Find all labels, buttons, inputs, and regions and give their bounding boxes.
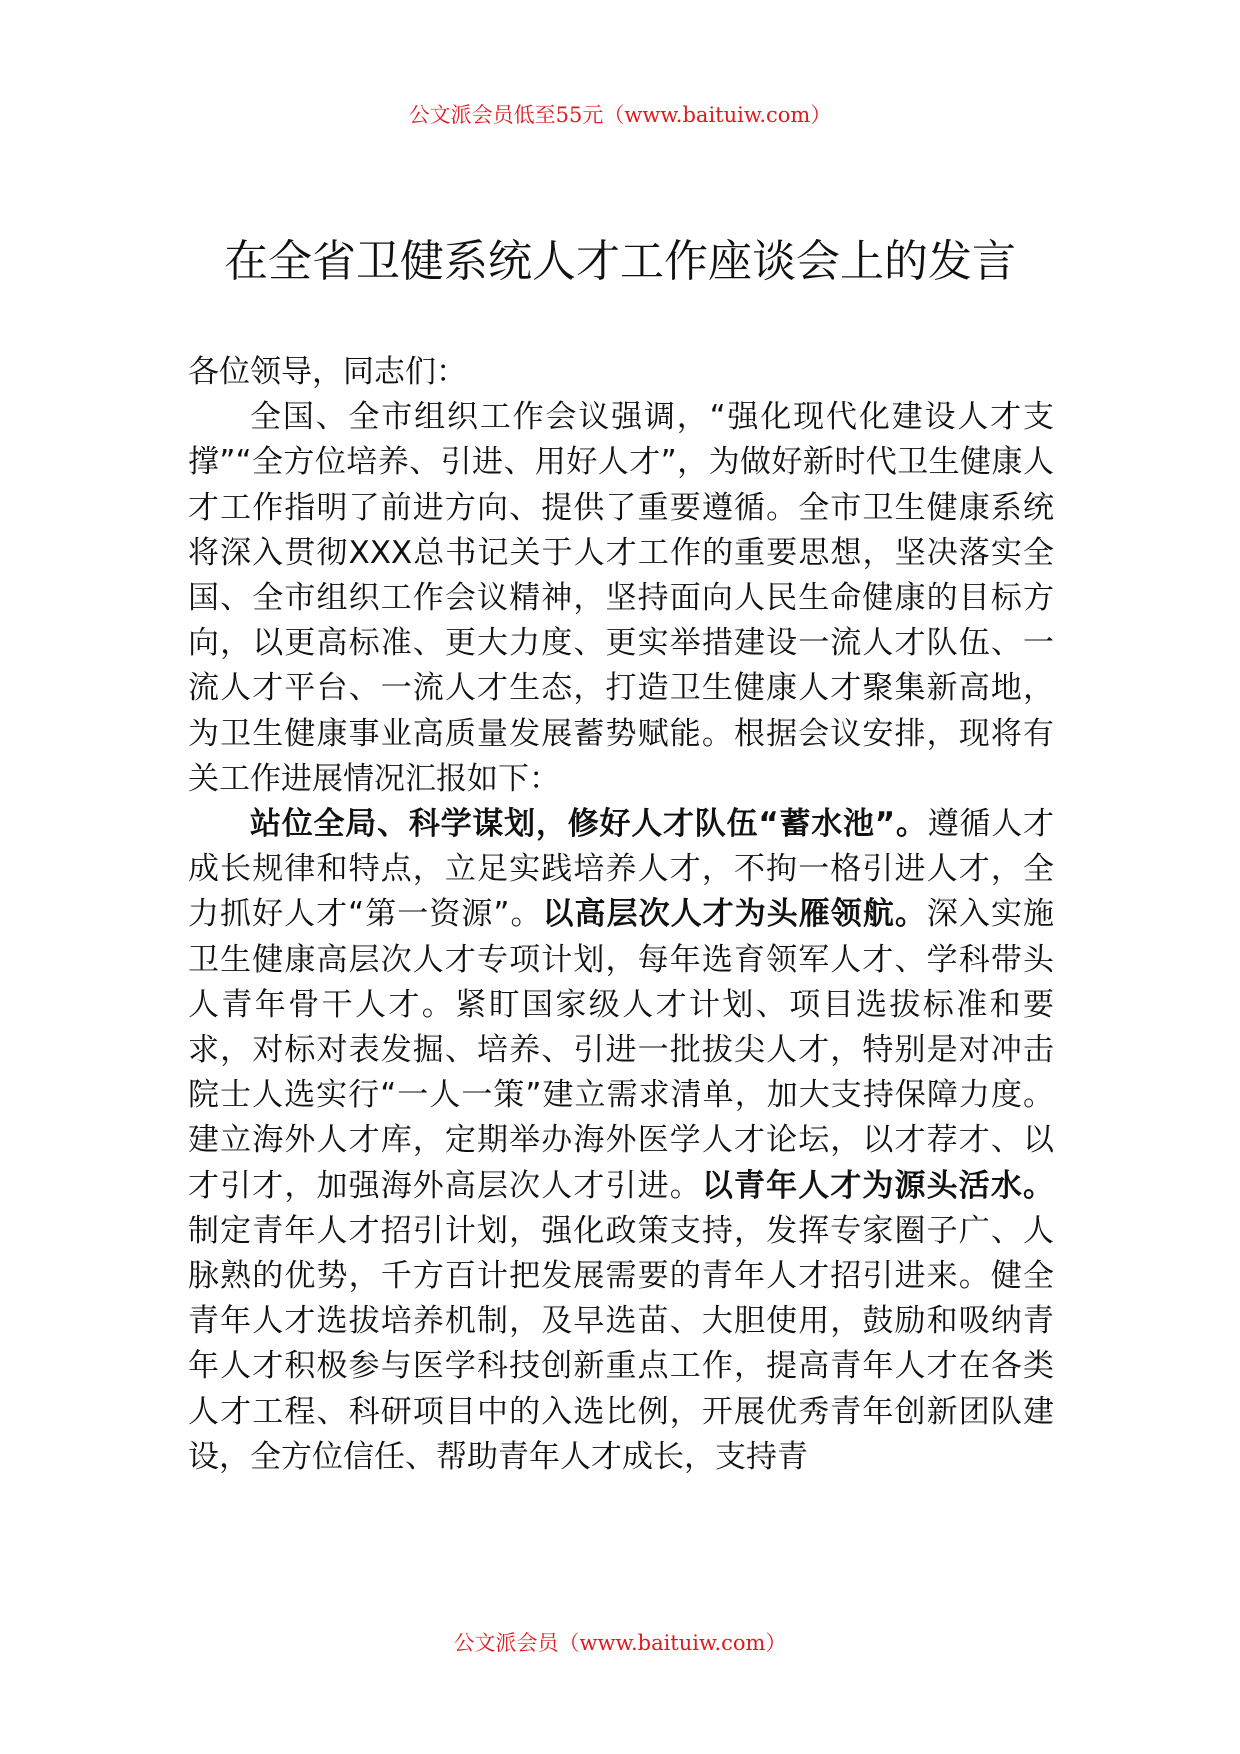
header-watermark: 公文派会员低至55元（www.baituiw.com） — [408, 103, 832, 127]
greeting: 各位领导，同志们： — [188, 354, 467, 390]
footer-watermark: 公文派会员（www.baituiw.com） — [453, 1631, 787, 1655]
section-text: 制定青年人才招引计划，强化政策支持，发挥专家圈子广、人脉熟的优势，千方百计把发展需要的青年人才招引进来。健全青年人才选拔培养机制，及早选苗、大胆使用，鼓励和吸纳青年人才积极参与医学科技创新重点工作，提高青年人才在各类人才工程、科研项目中的入选比例，开展优秀青年创新团队建设，全方位信任、帮助青年人才成长，支持青 — [188, 1212, 1054, 1475]
section-paragraph — [188, 802, 1054, 1480]
document-body — [188, 350, 1054, 1480]
section-text: 深入实施卫生健康高层次人才专项计划，每年选育领军人才、学科带头人青年骨干人才。紧盯国家级人才计划、项目选拔标准和要求，对标对表发掘、培养、引进一批拔尖人才，特别是对冲击院士人选实行“一人一策”建立需求清单，加大支持保障力度。建立海外人才库，定期举办海外医学人才论坛，以才荐才、以才引才，加强海外高层次人才引进。 — [188, 896, 1055, 1204]
intro-paragraph: 全国、全市组织工作会议强调，“强化现代化建设人才支撑”“全方位培养、引进、用好人才”，为做好新时代卫生健康人才工作指明了前进方向、提供了重要遵循。全市卫生健康系统将深入贯彻XXX总书记关于人才工作的重要思想，坚决落实全国、全市组织工作会议精神，坚持面向人民生命健康的目标方向，以更高标准、更大力度、更实举措建设一流人才队伍、一流人才平台、一流人才生态，打造卫生健康人才聚集新高地，为卫生健康事业高质量发展蓄势赋能。根据会议安排，现将有关工作进展情况汇报如下： — [188, 399, 1054, 797]
section-heading: 站位全局、科学谋划，修好人才队伍“蓄水池”。 — [250, 806, 928, 843]
subheading-young-talent: 以青年人才为源头活水。 — [701, 1167, 1055, 1204]
document-title: 在全省卫健系统人才工作座谈会上的发言 — [224, 236, 1016, 287]
subheading-high-level-talent: 以高层次人才为头雁领航。 — [542, 896, 927, 933]
section-text: 遵循人才成长规律和特点，立足实践培养人才，不拘一格引进人才，全力抓好人才“第一资源”。 — [188, 806, 1054, 933]
